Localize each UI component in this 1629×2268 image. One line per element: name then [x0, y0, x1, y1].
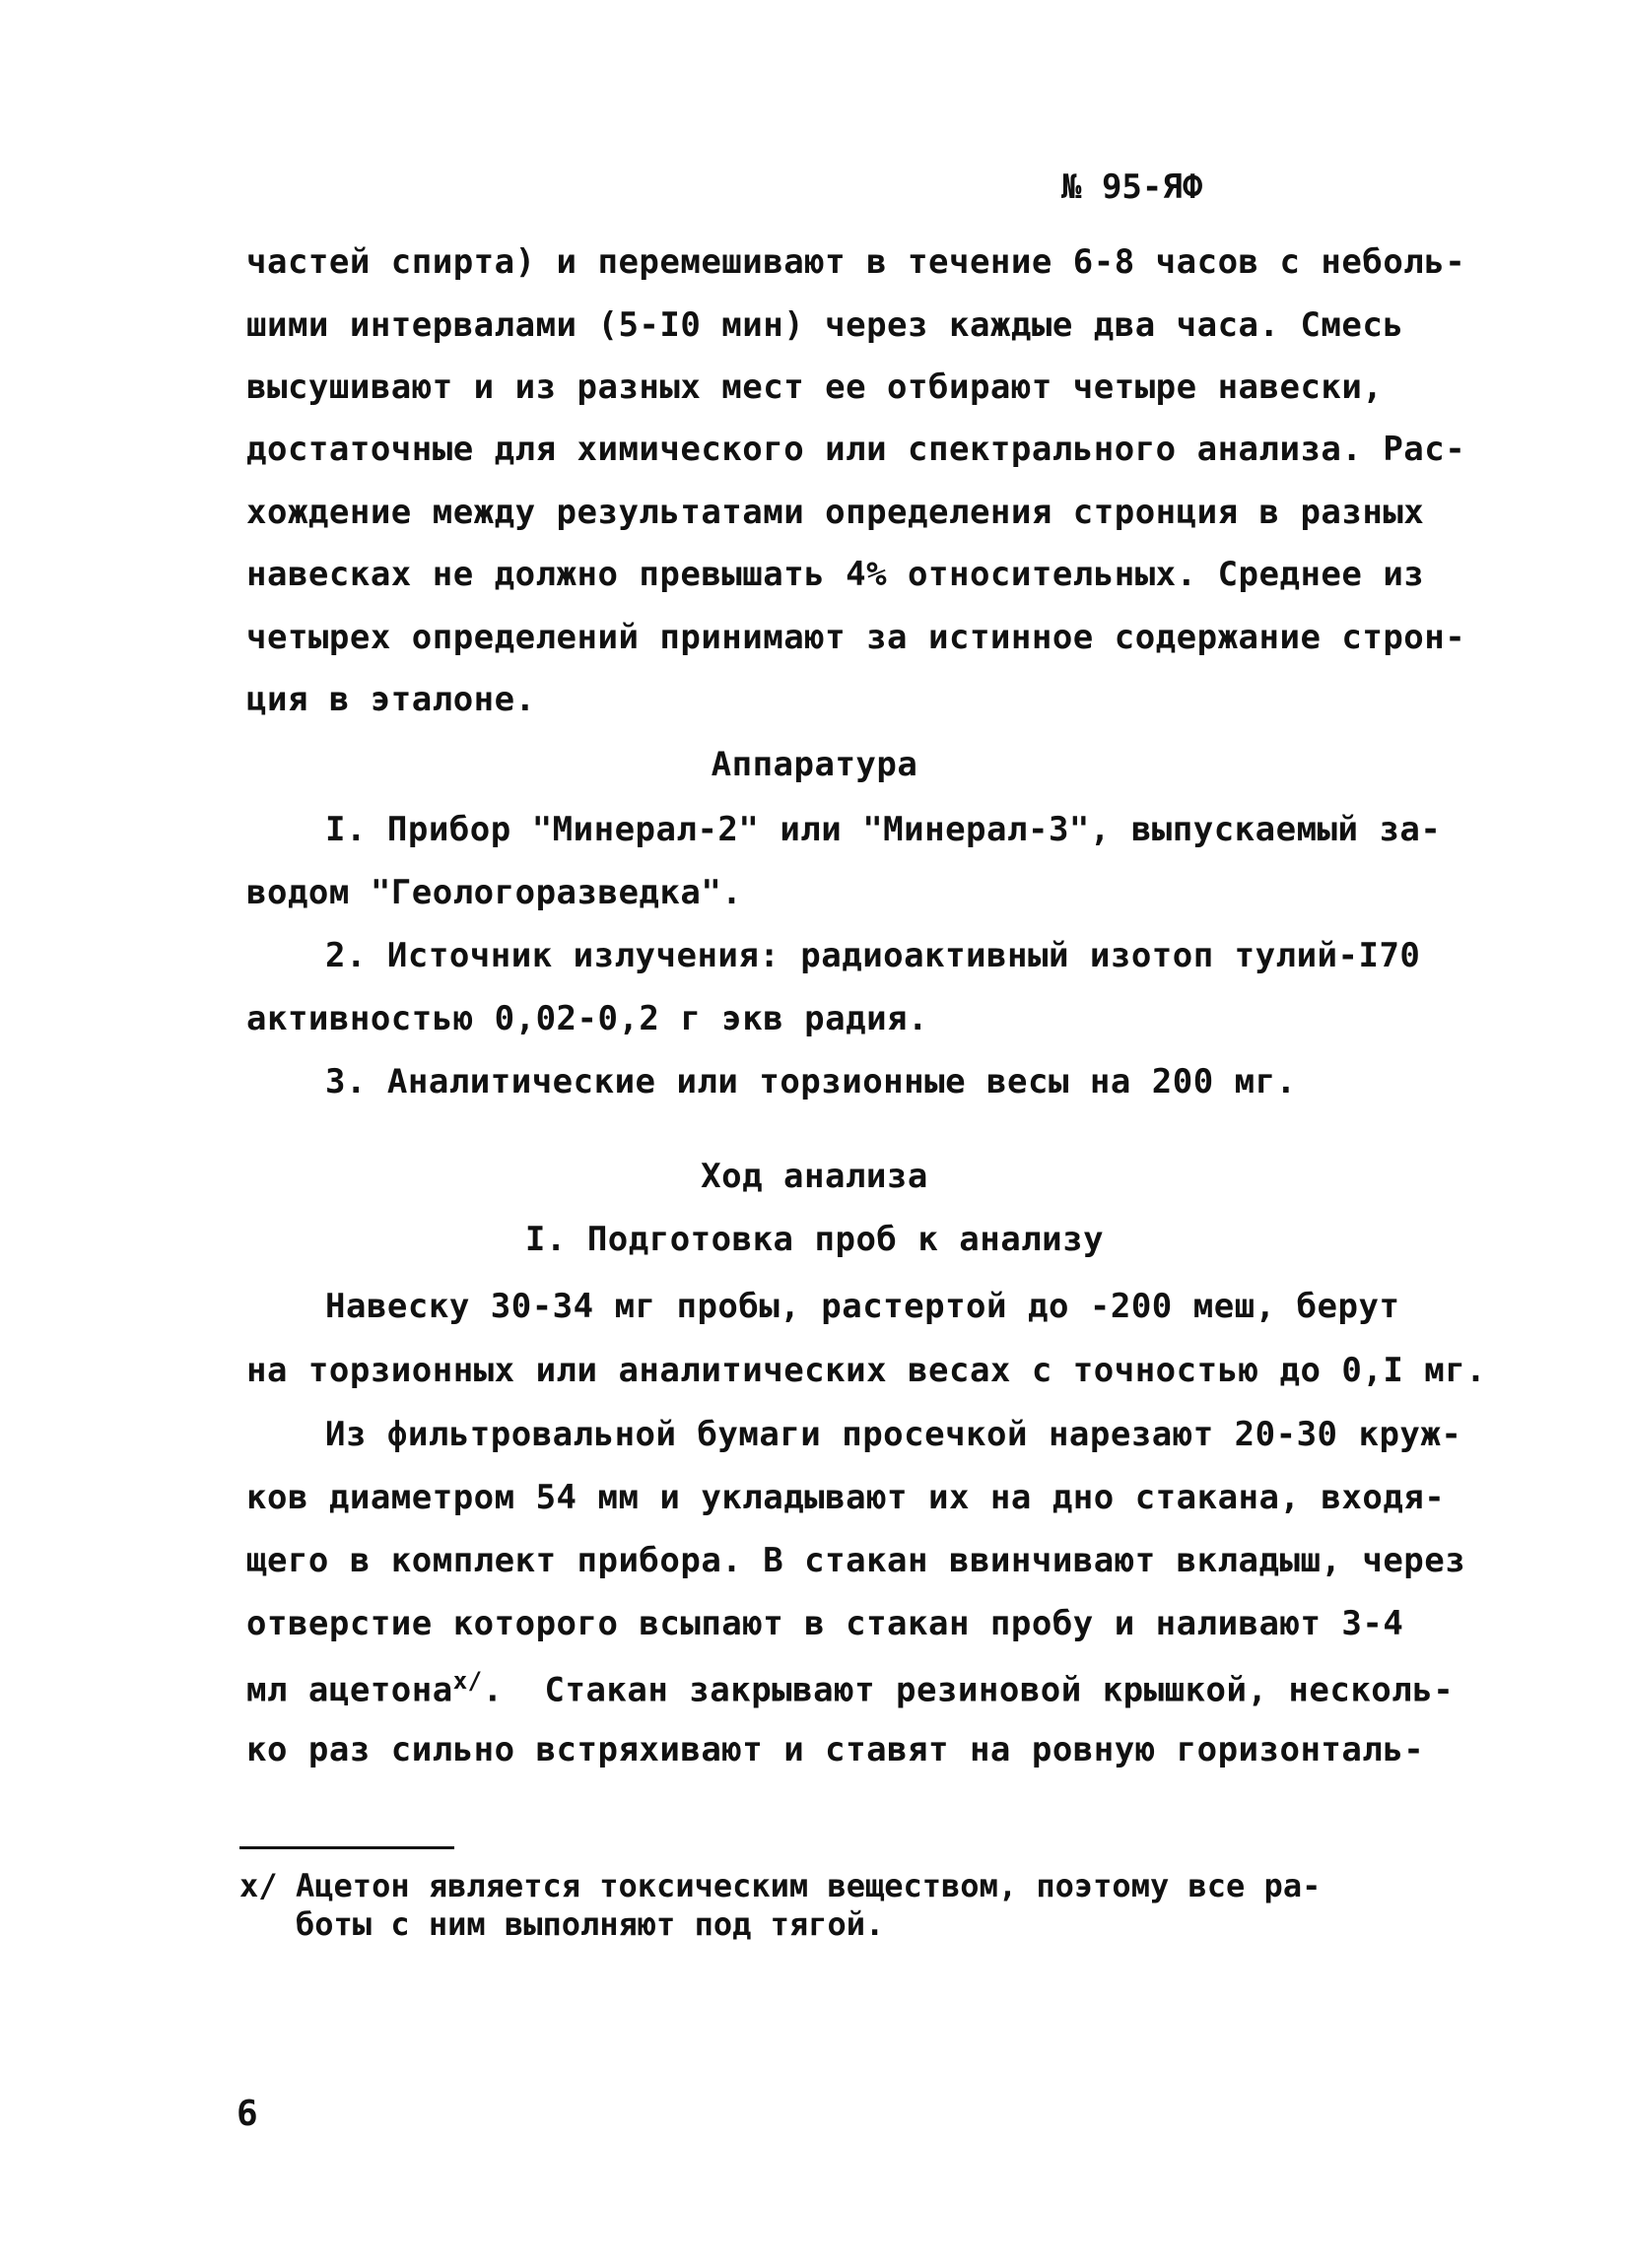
footnote-text: Ацетон является токсическим веществом, поэтому все ра- [296, 1867, 1322, 1904]
text-line: частей спирта) и перемешивают в течение 6-8 часов с неболь- [246, 242, 1466, 282]
text-line: Навеску 30-34 мг пробы, растертой до -200 меш, берут [325, 1287, 1400, 1326]
apparatus-item-3: 3. Аналитические или торзионные весы на 200 мг. [325, 1062, 1297, 1101]
text-line: достаточные для химического или спектрального анализа. Рас- [246, 430, 1466, 469]
text-line: шими интервалами (5-I0 мин) через каждые два часа. Смесь [246, 305, 1404, 345]
footnote-marker: x/ [452, 1667, 483, 1695]
text-fragment: . Стакан закрывают резиновой крышкой, несколь- [482, 1670, 1455, 1710]
text-line: на торзионных или аналитических весах с точностью до 0,I мг. [246, 1351, 1487, 1390]
section-heading-apparatus: Аппаратура [711, 745, 918, 784]
text-line: Из фильтровальной бумаги просечкой нарезают 20-30 круж- [325, 1415, 1462, 1454]
text-line: четырех определений принимают за истинное содержание строн- [246, 618, 1466, 657]
text-line: ция в эталоне. [246, 680, 536, 719]
apparatus-item-2-cont: активностью 0,02-0,2 г экв радия. [246, 999, 929, 1038]
document-number: № 95-ЯФ [1061, 167, 1203, 207]
text-line-with-footnote [246, 1667, 1454, 1709]
text-fragment: мл ацетона [246, 1670, 453, 1710]
page-number: 6 [237, 2094, 258, 2134]
apparatus-item-2: 2. Источник излучения: радиоактивный изотоп тулий-I70 [325, 936, 1421, 975]
text-line: хождение между результатами определения стронция в разных [246, 493, 1425, 532]
section-heading-analysis: Ход анализа [701, 1157, 928, 1196]
footnote-divider [239, 1846, 454, 1849]
text-line: отверстие которого всыпают в стакан пробу и наливают 3-4 [246, 1604, 1404, 1643]
footnote-mark: x/ [239, 1867, 278, 1904]
apparatus-item-1-cont: водом "Геологоразведка". [246, 873, 743, 912]
text-line: ко раз сильно встряхивают и ставят на ровную горизонталь- [246, 1730, 1425, 1769]
footnote-text: боты с ним выполняют под тягой. [296, 1905, 885, 1943]
text-line: ков диаметром 54 мм и укладывают их на дно стакана, входя- [246, 1478, 1446, 1517]
apparatus-item-1: I. Прибор "Минерал-2" или "Минерал-3", выпускаемый за- [325, 810, 1442, 849]
subheading-sample-prep: I. Подготовка проб к анализу [524, 1220, 1105, 1259]
text-line: высушивают и из разных мест ее отбирают четыре навески, [246, 367, 1384, 407]
text-line: щего в комплект прибора. В стакан ввинчивают вкладыш, через [246, 1541, 1466, 1580]
text-line: навесках не должно превышать 4% относительных. Среднее из [246, 555, 1425, 594]
